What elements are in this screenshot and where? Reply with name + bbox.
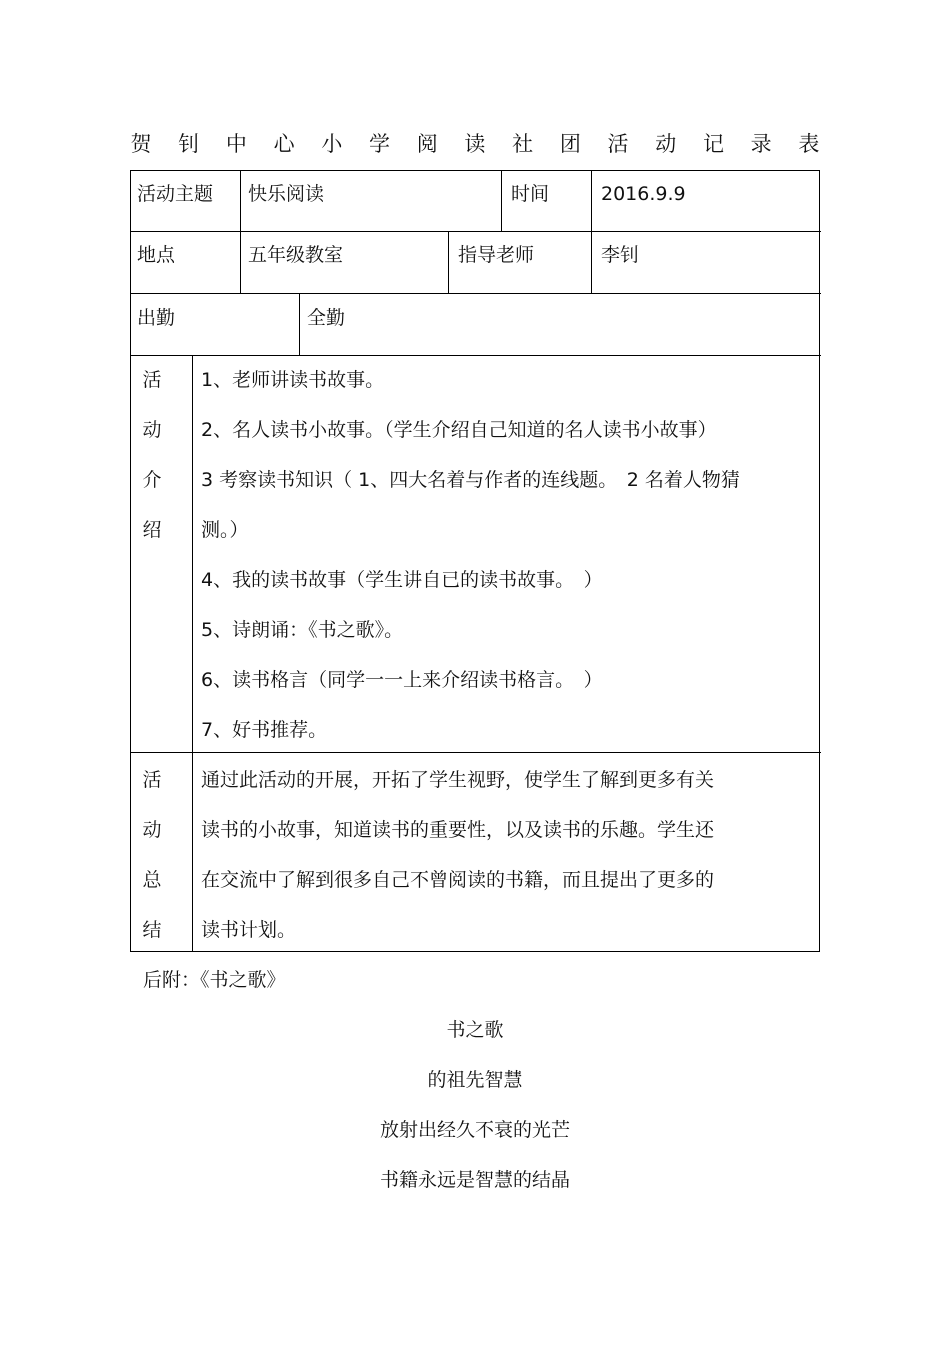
poem-line: 放射出经久不衰的光芒 (379, 1119, 570, 1141)
intro-line: 测。） (201, 519, 249, 541)
page-title (130, 126, 820, 160)
row-divider (130, 293, 821, 294)
intro-line: 4、我的读书故事（学生讲自已的读书故事。 ） (201, 569, 603, 591)
summary-label (137, 768, 167, 968)
summary-line: 读书的小故事，知道读书的重要性，以及读书的乐趣。学生还 (201, 819, 715, 841)
summary-line: 在交流中了解到很多自己不曾阅读的书籍，而且提出了更多的 (201, 869, 715, 891)
title-char: 中 (225, 132, 247, 156)
title-char: 学 (369, 132, 391, 156)
intro-label (137, 368, 167, 568)
title-char: 贺 (130, 132, 152, 156)
place-value: 五年级教室 (248, 244, 344, 266)
title-char: 钊 (178, 132, 200, 156)
summary-line: 通过此活动的开展，开拓了学生视野，使学生了解到更多有关 (201, 769, 715, 791)
col-divider (299, 293, 300, 356)
title-char: 心 (273, 132, 295, 156)
intro-label-char: 动 (142, 419, 162, 441)
theme-label: 活动主题 (137, 183, 214, 205)
intro-line: 1、老师讲读书故事。 (201, 369, 385, 391)
poem-line: 的祖先智慧 (427, 1069, 523, 1091)
col-divider (240, 170, 241, 232)
summary-label-char: 总 (142, 869, 162, 891)
summary-label-char: 活 (142, 769, 162, 791)
poem-title: 书之歌 (446, 1019, 504, 1041)
appendix-label: 后附：《书之歌》 (143, 969, 286, 991)
intro-line: 5、诗朗诵：《书之歌》。 (201, 619, 404, 641)
teacher-label: 指导老师 (458, 244, 535, 266)
row-divider (130, 355, 821, 356)
row-divider (130, 231, 821, 232)
poem-line: 书籍永远是智慧的结晶 (379, 1169, 570, 1191)
summary-line: 读书计划。 (201, 919, 297, 941)
col-divider (192, 355, 193, 952)
place-label: 地点 (137, 244, 176, 266)
theme-value: 快乐阅读 (248, 183, 325, 205)
col-divider (591, 231, 592, 294)
intro-label-char: 介 (142, 469, 162, 491)
title-char: 读 (464, 132, 486, 156)
title-char: 团 (559, 132, 581, 156)
col-divider (448, 231, 449, 294)
title-char: 记 (702, 132, 724, 156)
intro-label-char: 绍 (142, 519, 162, 541)
col-divider (591, 170, 592, 232)
title-char: 表 (798, 132, 820, 156)
intro-line: 6、读书格言（同学一一上来介绍读书格言。 ） (201, 669, 603, 691)
col-divider (501, 170, 502, 232)
summary-label-char: 动 (142, 819, 162, 841)
title-char: 阅 (416, 132, 438, 156)
summary-label-char: 结 (142, 919, 162, 941)
row-divider (130, 752, 821, 753)
title-char: 小 (321, 132, 343, 156)
attendance-label: 出勤 (137, 307, 176, 329)
intro-line: 2、名人读书小故事。（学生介绍自己知道的名人读书小故事） (201, 419, 717, 441)
time-value: 2016.9.9 (601, 183, 686, 205)
title-char: 动 (655, 132, 677, 156)
teacher-value: 李钊 (601, 244, 640, 266)
attendance-value: 全勤 (307, 307, 346, 329)
time-label: 时间 (511, 183, 550, 205)
intro-line: 3 考察读书知识（ 1、四大名着与作者的连线题。 2 名着人物猜 (201, 469, 740, 491)
title-char: 活 (607, 132, 629, 156)
intro-line: 7、好书推荐。 (201, 719, 328, 741)
col-divider (240, 231, 241, 294)
title-char: 社 (512, 132, 534, 156)
intro-label-char: 活 (142, 369, 162, 391)
title-char: 录 (750, 132, 772, 156)
